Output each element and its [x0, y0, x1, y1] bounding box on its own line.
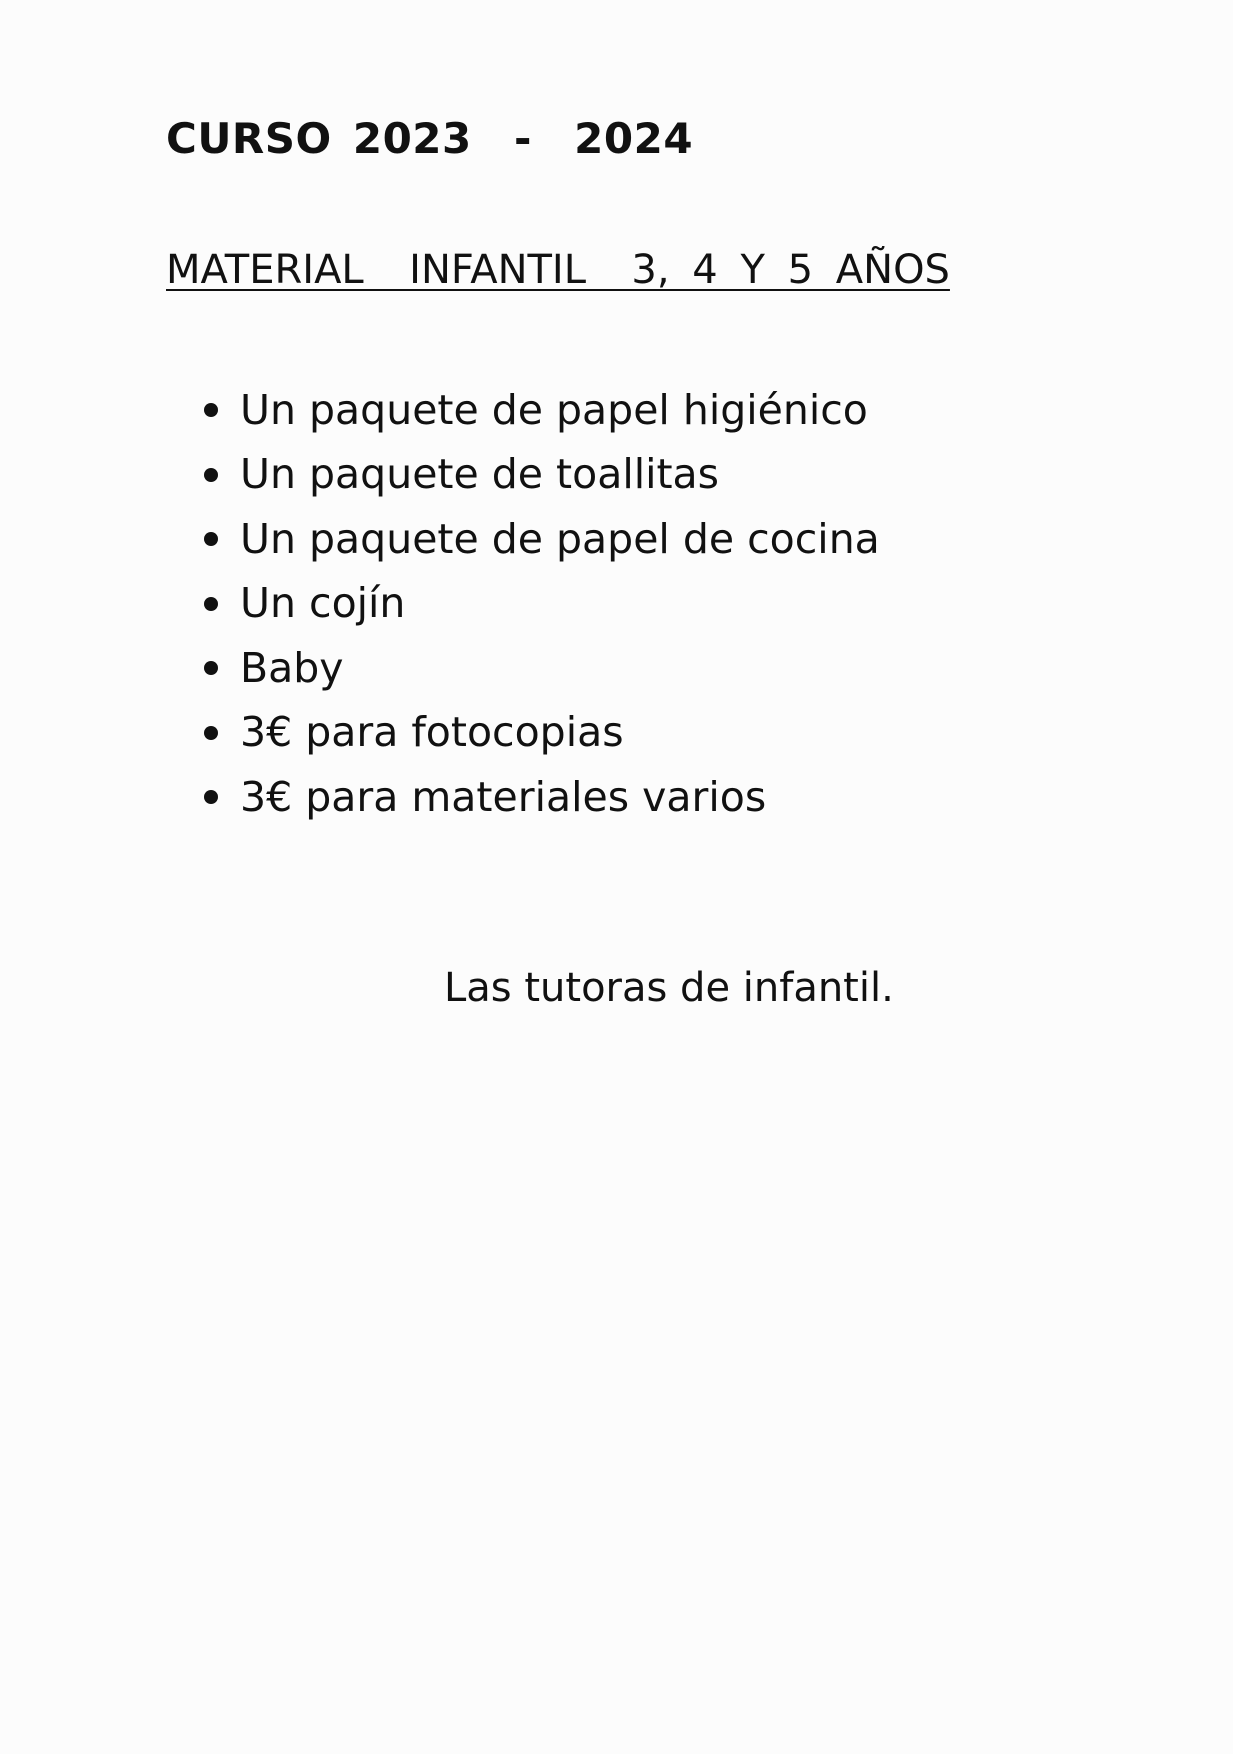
bullet-icon: [204, 532, 218, 546]
list-item: [204, 378, 880, 443]
list-item: [204, 765, 880, 830]
list-item-text: Un paquete de papel higiénico: [240, 385, 868, 434]
bullet-icon: [204, 468, 218, 482]
list-item-text: 3€ para materiales varios: [240, 772, 767, 821]
course-title: CURSO 2023 - 2024: [166, 114, 694, 163]
signature: Las tutoras de infantil.: [444, 965, 894, 1011]
materials-list: [204, 378, 880, 830]
list-item: [204, 443, 880, 508]
bullet-icon: [204, 790, 218, 804]
bullet-icon: [204, 597, 218, 611]
material-title: MATERIAL INFANTIL 3, 4 Y 5 AÑOS: [166, 247, 950, 293]
list-item: [204, 572, 880, 637]
bullet-icon: [204, 403, 218, 417]
list-item: [204, 701, 880, 766]
bullet-icon: [204, 726, 218, 740]
list-item: [204, 636, 880, 701]
list-item-text: 3€ para fotocopias: [240, 708, 624, 757]
list-item-text: Un cojín: [240, 579, 406, 628]
list-item-text: Baby: [240, 643, 344, 692]
list-item-text: Un paquete de papel de cocina: [240, 514, 880, 563]
list-item-text: Un paquete de toallitas: [240, 450, 720, 499]
list-item: [204, 507, 880, 572]
bullet-icon: [204, 661, 218, 675]
